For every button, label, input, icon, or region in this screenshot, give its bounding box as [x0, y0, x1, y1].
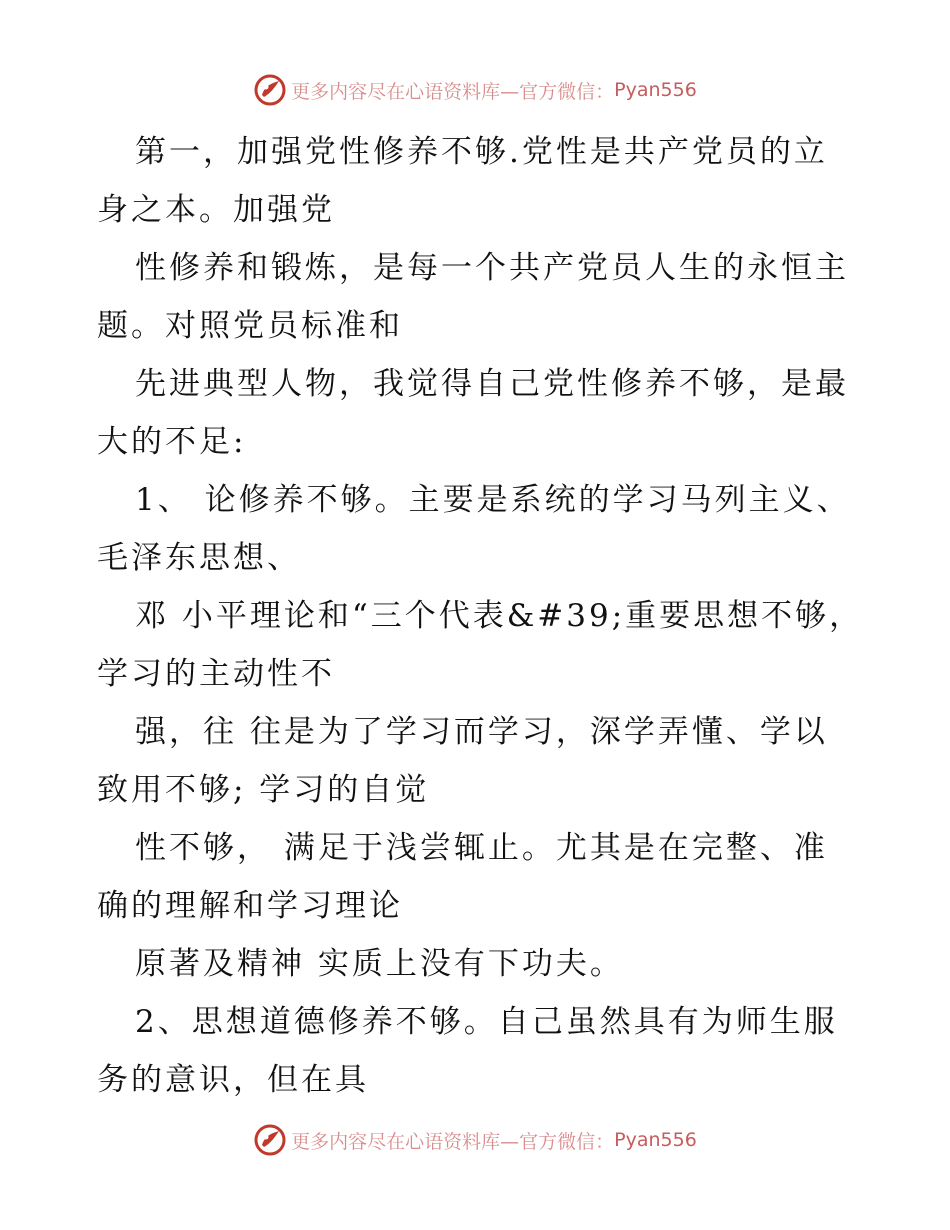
footer-watermark [0, 1120, 950, 1160]
paragraph [97, 703, 857, 819]
paragraph [97, 993, 857, 1109]
paragraph-continuation: 大的不足: [97, 424, 247, 460]
paragraph-continuation: 务的意识，但在具 [97, 1062, 369, 1098]
header-watermark [0, 70, 950, 110]
paragraph [97, 123, 857, 239]
paragraph-continuation: 致用不够; 学习的自觉 [97, 772, 430, 808]
paragraph-continuation: 身之本。加强党 [97, 192, 335, 228]
paragraph [97, 355, 857, 471]
paragraph-continuation: 确的理解和学习理论 [97, 888, 403, 924]
paragraph-continuation: 毛泽东思想、 [97, 540, 301, 576]
paragraph-first-line: 先进典型人物，我觉得自己党性修养不够，是最 [135, 366, 849, 402]
paragraph-first-line: 1、 论修养不够。主要是系统的学习马列主义、 [135, 482, 851, 518]
paragraph [97, 587, 864, 703]
paragraph [97, 935, 857, 993]
paragraph-continuation: 学习的主动性不 [97, 656, 335, 692]
paragraph-first-line: 邓 小平理论和“三个代表&#39;重要思想不够， [135, 598, 864, 634]
paragraph [97, 471, 857, 587]
watermark-text: 更多内容尽在心语资料库—官方微信： [291, 80, 615, 103]
paragraph [97, 819, 857, 935]
paragraph-first-line: 2、思想道德修养不够。自己虽然具有为师生服 [135, 1004, 838, 1040]
document-body [97, 123, 864, 1109]
paragraph-first-line: 第一，加强党性修养不够.党性是共产党员的立 [135, 134, 828, 170]
brand-logo-icon [253, 1123, 287, 1157]
watermark-wechat-id: Pyan556 [614, 79, 697, 101]
watermark-wechat-id: Pyan556 [614, 1129, 697, 1151]
paragraph [97, 239, 857, 355]
watermark-text: 更多内容尽在心语资料库—官方微信： [291, 1130, 615, 1153]
paragraph-first-line: 原著及精神 实质上没有下功夫。 [135, 946, 624, 982]
brand-logo-icon [253, 73, 287, 107]
paragraph-first-line: 强，往 往是为了学习而学习，深学弄懂、学以 [135, 714, 828, 750]
paragraph-first-line: 性修养和锻炼，是每一个共产党员人生的永恒主 [135, 250, 849, 286]
paragraph-continuation: 题。对照党员标准和 [97, 308, 403, 344]
paragraph-first-line: 性不够， 满足于浅尝辄止。尤其是在完整、准 [135, 830, 828, 866]
